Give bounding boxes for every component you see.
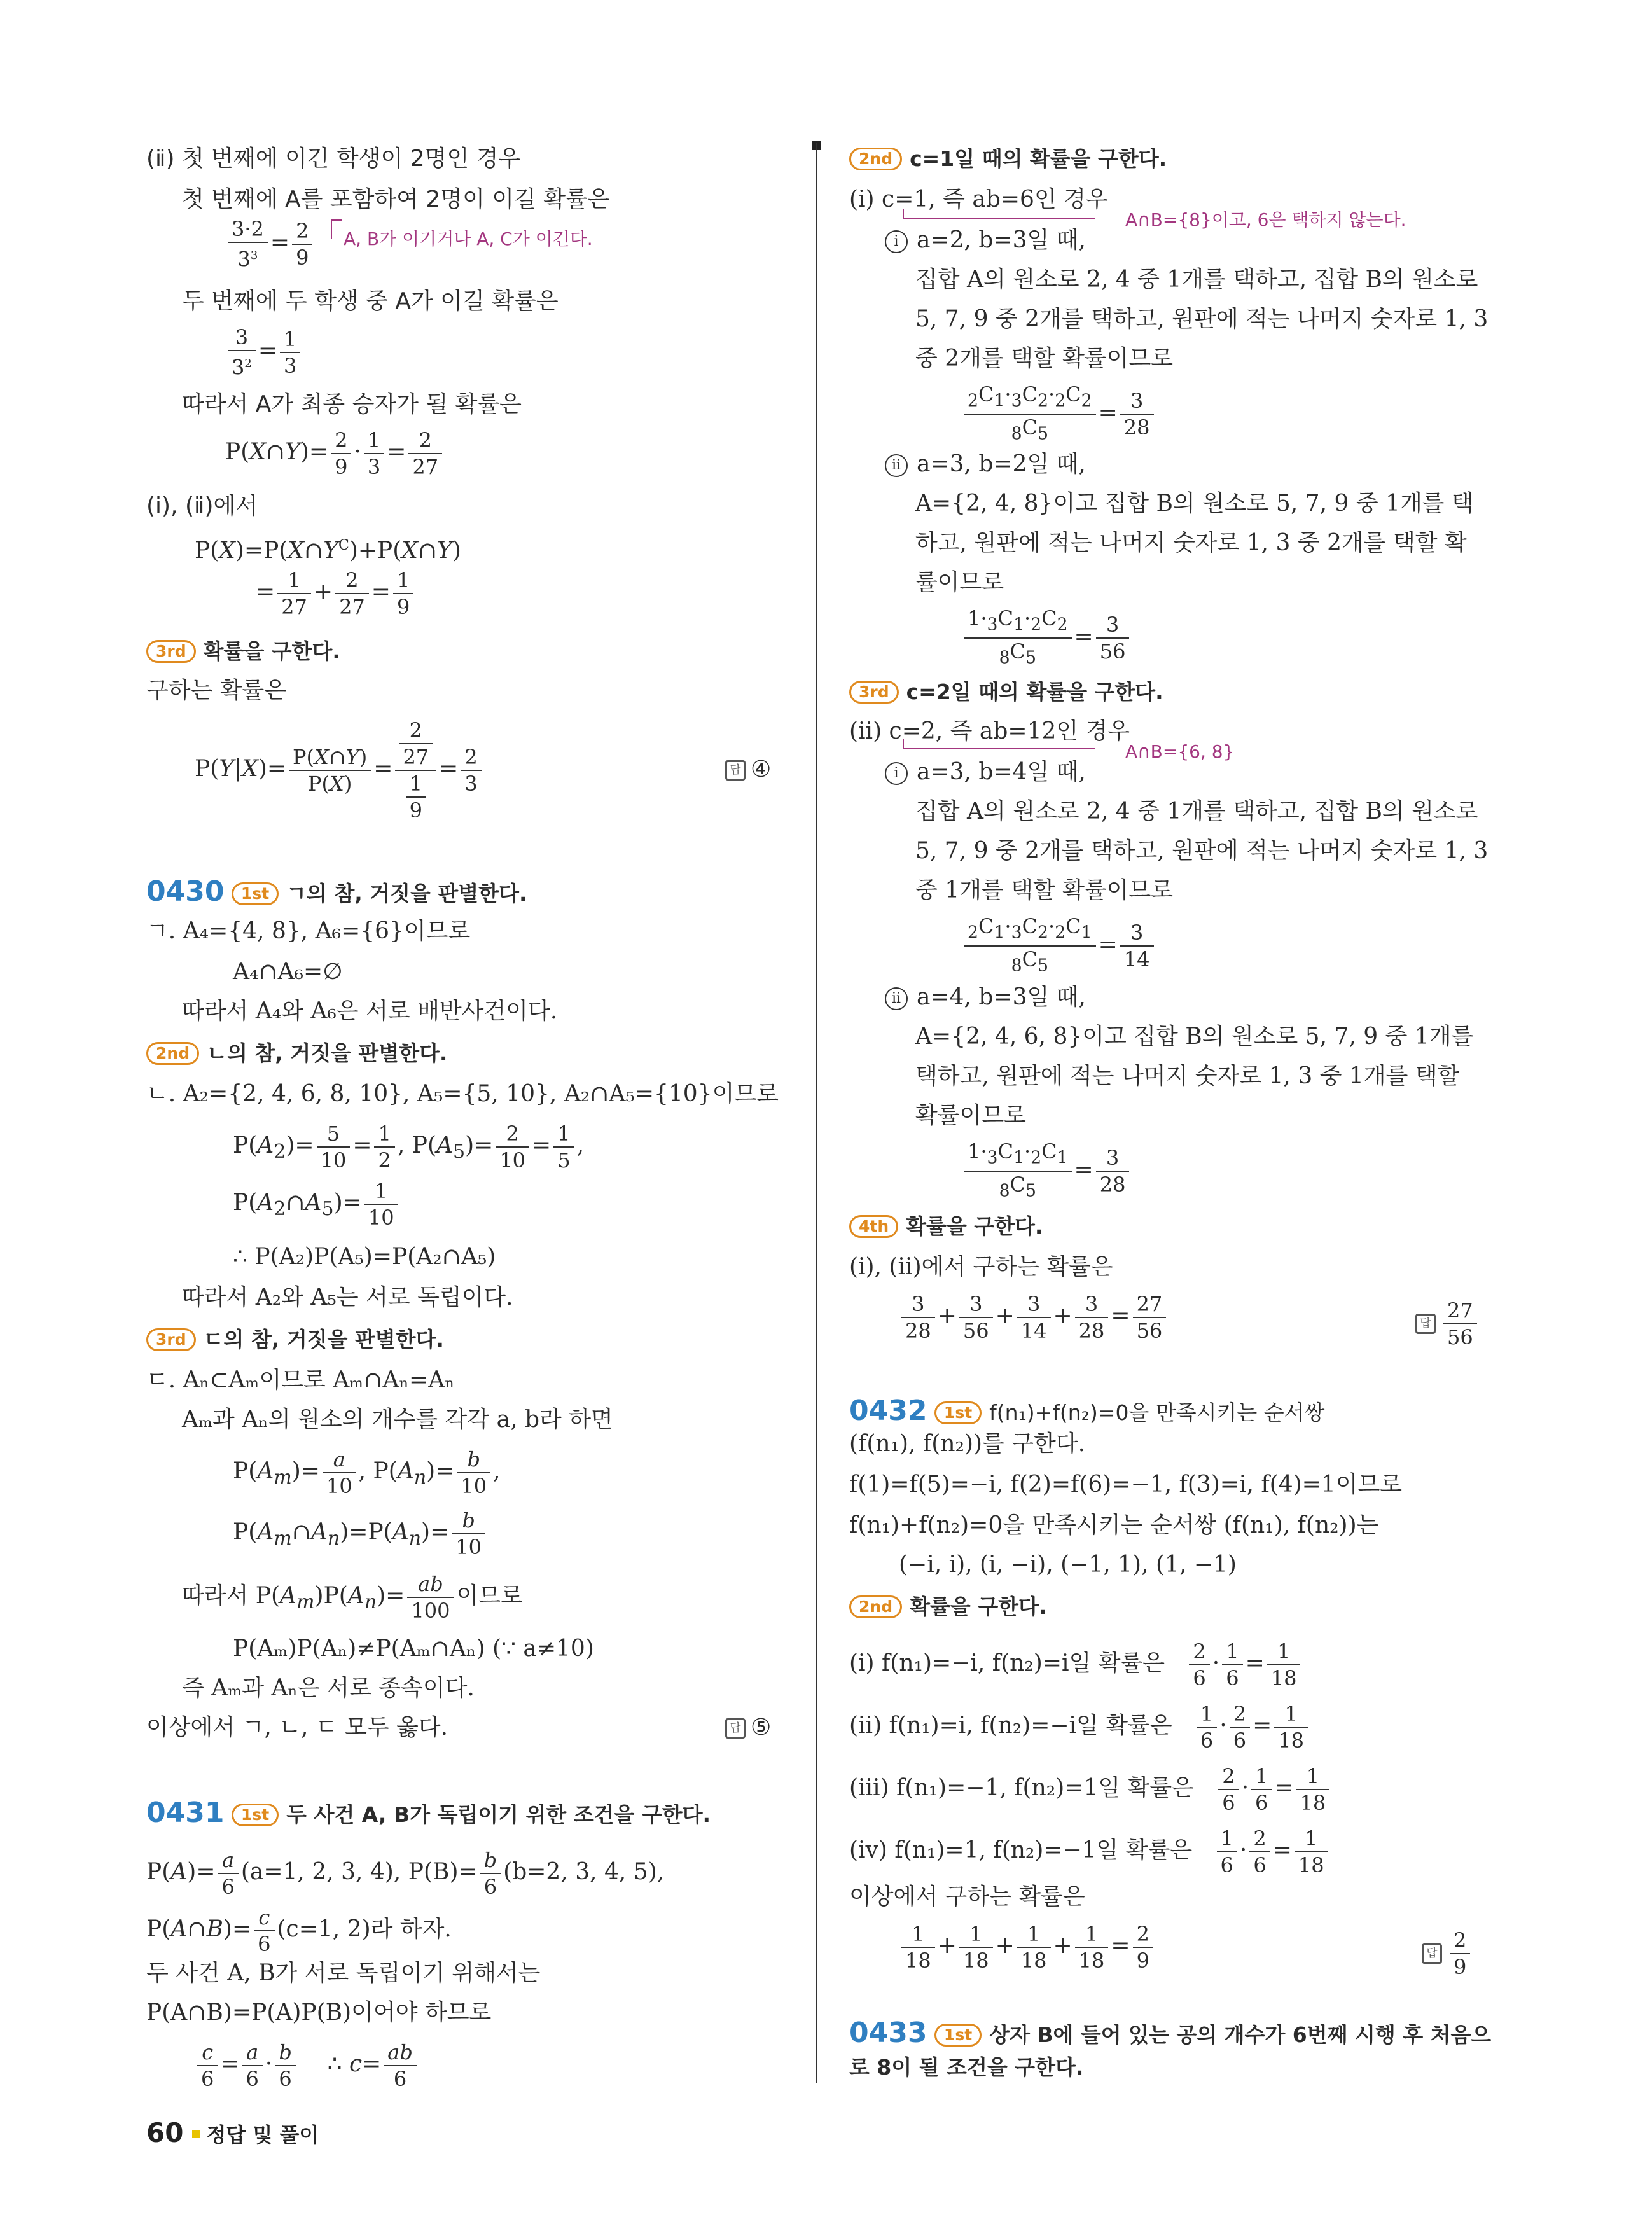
question-header-0432: 0432 1st f(n₁)+f(n₂)=0을 만족시키는 순서쌍 <box>849 1394 1325 1427</box>
answer-mark: 답 ④ <box>725 754 771 785</box>
footer-square-icon <box>192 2130 200 2138</box>
text-line: (f(n₁), f(n₂))를 구한다. <box>849 1431 1086 1457</box>
text-line: (ⅳ) f(n₁)=1, f(n₂)=−1일 확률은 $\frac{1}{6}$ · $\frac{2}{6}$ = $\frac{1}{18}$ <box>849 1826 1331 1878</box>
question-header-0431: 0431 1st 두 사건 A, B가 독립이기 위한 조건을 구한다. <box>146 1797 711 1829</box>
answer-mark: 답 $\frac{2}{9}$ <box>1422 1928 1473 1980</box>
text-line: f(1)=f(5)=−i, f(2)=f(6)=−1, f(3)=i, f(4)=1이므로 <box>849 1471 1403 1498</box>
text-line: 두 사건 A, B가 서로 독립이기 위해서는 <box>146 1960 541 1986</box>
text-line: (ⅱ) 첫 번째에 이긴 학생이 2명인 경우 <box>146 146 521 172</box>
equation: $\frac{1\cdot_3C_1\cdot_2C_1}{_8C_5}$ = $\frac{3}{28}$ <box>961 1139 1132 1204</box>
text-line: 중 2개를 택할 확률이므로 <box>915 345 1173 372</box>
text-line: 5, 7, 9 중 2개를 택하고, 원판에 적는 나머지 숫자로 1, 3 <box>915 306 1489 332</box>
text-line: 하고, 원판에 적는 나머지 숫자로 1, 3 중 2개를 택할 확 <box>915 530 1467 556</box>
equation: $P(A_2)=$ $\frac{5}{10}$ = $\frac{1}{2}$ , $P(A_5)=$ $\frac{2}{10}$ = $\frac{1}{5}$ , <box>233 1122 585 1172</box>
text-line: 집합 A의 원소로 2, 4 중 1개를 택하고, 집합 B의 원소로 <box>915 798 1478 824</box>
step-header: 4th 확률을 구한다. <box>849 1211 1043 1242</box>
step-header: 3rd ㄷ의 참, 거짓을 판별한다. <box>146 1324 444 1355</box>
annotation-bracket <box>331 219 342 239</box>
equation: $P(A_m\cap A_n)=P(A_n)=$ $\frac{b}{10}$ <box>233 1508 488 1560</box>
text-line: (ⅰ) c=1, 즉 ab=6인 경우 <box>849 186 1108 212</box>
question-header-0430: 0430 1st ㄱ의 참, 거짓을 판별한다. <box>146 875 527 908</box>
equation: $P(A_2\cap A_5)=$ $\frac{1}{10}$ <box>233 1178 401 1230</box>
text-line: 중 1개를 택할 확률이므로 <box>915 877 1173 903</box>
text-line: 5, 7, 9 중 2개를 택하고, 원판에 적는 나머지 숫자로 1, 3 <box>915 838 1489 864</box>
text-line: (ⅱ) f(n₁)=i, f(n₂)=−i일 확률은 $\frac{1}{6}$ · $\frac{2}{6}$ = $\frac{1}{18}$ <box>849 1701 1310 1753</box>
equation: $\frac{_2C_1\cdot_3C_2\cdot_2C_1}{_8C_5}$ = $\frac{3}{14}$ <box>961 914 1156 979</box>
footer-label: 정답 및 풀이 <box>206 2123 319 2147</box>
annotation-bracket <box>903 739 1095 749</box>
column-divider <box>816 143 817 2083</box>
step-header: 2nd c=1일 때의 확률을 구한다. <box>849 144 1167 174</box>
text-line: ii a=4, b=3일 때, <box>885 982 1086 1013</box>
annotation: A∩B={6, 8} <box>1125 741 1235 762</box>
step-header: 2nd ㄴ의 참, 거짓을 판별한다. <box>146 1038 447 1069</box>
equation: P(X∩Y)= $\frac{2}{9}$ · $\frac{1}{3}$ = $\frac{2}{27}$ <box>225 427 445 480</box>
page-footer <box>146 2117 319 2148</box>
text-line: 집합 A의 원소로 2, 4 중 1개를 택하고, 집합 B의 원소로 <box>915 267 1478 293</box>
text-line: 로 8이 될 조건을 구한다. <box>849 2055 1084 2080</box>
text-line: 따라서 A가 최종 승자가 될 확률은 <box>182 391 522 417</box>
equation: P(Y|X)= $\frac{P(X\cap Y)}{P(X)}$ = $\frac{\frac{2}{27}}{\frac{1}{9}}$ = $\frac{2}{3}$ <box>195 718 484 823</box>
equation: $\frac{3}{28}$ + $\frac{3}{56}$ + $\frac{3}{14}$ + $\frac{3}{28}$ = $\frac{27}{56}$ <box>899 1291 1169 1344</box>
answer-mark: 답 $\frac{27}{56}$ <box>1415 1298 1480 1350</box>
step-header: 3rd 확률을 구한다. <box>146 636 340 667</box>
text-line: 택하고, 원판에 적는 나머지 숫자로 1, 3 중 1개를 택할 <box>915 1063 1460 1089</box>
equation: P(A)= $\frac{a}{6}$ (a=1, 2, 3, 4), P(B)= $\frac{b}{6}$ (b=2, 3, 4, 5), <box>146 1848 665 1899</box>
text-line: 즉 Aₘ과 Aₙ은 서로 종속이다. <box>182 1675 475 1701</box>
annotation: A∩B={8}이고, 6은 택하지 않는다. <box>1125 209 1406 230</box>
text-line: A={2, 4, 8}이고 집합 B의 원소로 5, 7, 9 중 1개를 택 <box>915 490 1474 517</box>
text-line: A={2, 4, 6, 8}이고 집합 B의 원소로 5, 7, 9 중 1개를 <box>915 1024 1474 1050</box>
equation: A₄∩A₆=∅ <box>233 959 343 985</box>
text-line: 이상에서 구하는 확률은 <box>849 1884 1085 1910</box>
text-line: 확률이므로 <box>915 1102 1026 1129</box>
step-header: 2nd 확률을 구한다. <box>849 1592 1046 1622</box>
text-line: 두 번째에 두 학생 중 A가 이길 확률은 <box>182 288 559 314</box>
text-line: ㄱ. A₄={4, 8}, A₆={6}이므로 <box>146 918 471 944</box>
text-line: i a=2, b=3일 때, <box>885 225 1086 256</box>
equation: P(A∩B)= $\frac{c}{6}$ (c=1, 2)라 하자. <box>146 1905 452 1956</box>
text-line: 첫 번째에 A를 포함하여 2명이 이길 확률은 <box>182 186 610 212</box>
equation: $P(X)=P(X\cap Y^C)+P(X\cap Y)$ <box>195 538 461 564</box>
equation: $\frac{1\cdot_3C_1\cdot_2C_2}{_8C_5}$ = $\frac{3}{56}$ <box>961 606 1132 671</box>
equation: $\frac{3\cdot 2}{3^3}$ = $\frac{2}{9}$ <box>225 216 315 272</box>
equation: $\frac{_2C_1\cdot_3C_2\cdot_2C_2}{_8C_5}$ = $\frac{3}{28}$ <box>961 382 1156 447</box>
annotation: A, B가 이기거나 A, C가 이긴다. <box>344 228 593 249</box>
text-line: (−i, i), (i, −i), (−1, 1), (1, −1) <box>899 1552 1237 1578</box>
text-line: (ⅱ) c=2, 즉 ab=12인 경우 <box>849 718 1130 744</box>
text-line: (ⅰ), (ⅱ)에서 <box>146 493 258 519</box>
annotation-bracket <box>903 209 1095 219</box>
equation: $\frac{1}{18}$ + $\frac{1}{18}$ + $\frac{1}{18}$ + $\frac{1}{18}$ = $\frac{2}{9}$ <box>899 1921 1156 1973</box>
step-header: 3rd c=2일 때의 확률을 구한다. <box>849 677 1163 707</box>
equation: $\frac{3}{3^2}$ = $\frac{1}{3}$ <box>225 324 303 380</box>
text-line: Aₘ과 Aₙ의 원소의 개수를 각각 a, b라 하면 <box>182 1407 613 1433</box>
text-line: 따라서 A₄와 A₆은 서로 배반사건이다. <box>182 998 558 1024</box>
text-line: 구하는 확률은 <box>146 678 287 704</box>
text-line: 이상에서 ㄱ, ㄴ, ㄷ 모두 옳다. <box>146 1714 448 1741</box>
text-line: (ⅲ) f(n₁)=−1, f(n₂)=1일 확률은 $\frac{2}{6}$ · $\frac{1}{6}$ = $\frac{1}{18}$ <box>849 1763 1332 1816</box>
text-line: ㄷ. Aₙ⊂Aₘ이므로 Aₘ∩Aₙ=Aₙ <box>146 1367 455 1393</box>
text-line: P(A∩B)=P(A)P(B)이어야 하므로 <box>146 1999 492 2026</box>
answer-mark: 답 ⑤ <box>725 1713 771 1743</box>
text-line: ii a=3, b=2일 때, <box>885 449 1086 480</box>
page-number: 60 <box>146 2117 184 2148</box>
equation: ∴ P(A₂)P(A₅)=P(A₂∩A₅) <box>233 1244 496 1270</box>
equation: $P(A_m)=$ $\frac{a}{10}$ , $P(A_n)=$ $\frac{b}{10}$ , <box>233 1447 501 1498</box>
equation: 따라서 $P(A_m)P(A_n)=$ $\frac{ab}{100}$ 이므로 <box>182 1572 523 1623</box>
equation: $\frac{c}{6}$ = $\frac{a}{6}$ · $\frac{b}{6}$ ∴ c= $\frac{ab}{6}$ <box>195 2040 419 2092</box>
question-header-0433: 0433 1st 상자 B에 들어 있는 공의 개수가 6번째 시행 후 처음으 <box>849 2017 1492 2049</box>
text-line: i a=3, b=4일 때, <box>885 757 1086 788</box>
text-line: 따라서 A₂와 A₅는 서로 독립이다. <box>182 1284 513 1310</box>
text-line: (ⅰ), (ⅱ)에서 구하는 확률은 <box>849 1254 1113 1280</box>
text-line: ㄴ. A₂={2, 4, 6, 8, 10}, A₅={5, 10}, A₂∩A₅={10}이므로 <box>146 1081 779 1107</box>
equation: = $\frac{1}{27}$ + $\frac{2}{27}$ = $\frac{1}{9}$ <box>256 567 416 620</box>
text-line: 률이므로 <box>915 569 1004 595</box>
text-line: (ⅰ) f(n₁)=−i, f(n₂)=i일 확률은 $\frac{2}{6}$ · $\frac{1}{6}$ = $\frac{1}{18}$ <box>849 1639 1303 1691</box>
text-line: f(n₁)+f(n₂)=0을 만족시키는 순서쌍 (f(n₁), f(n₂))는 <box>849 1512 1379 1538</box>
equation: P(Aₘ)P(Aₙ)≠P(Aₘ∩Aₙ) (∵ a≠10) <box>233 1636 594 1662</box>
